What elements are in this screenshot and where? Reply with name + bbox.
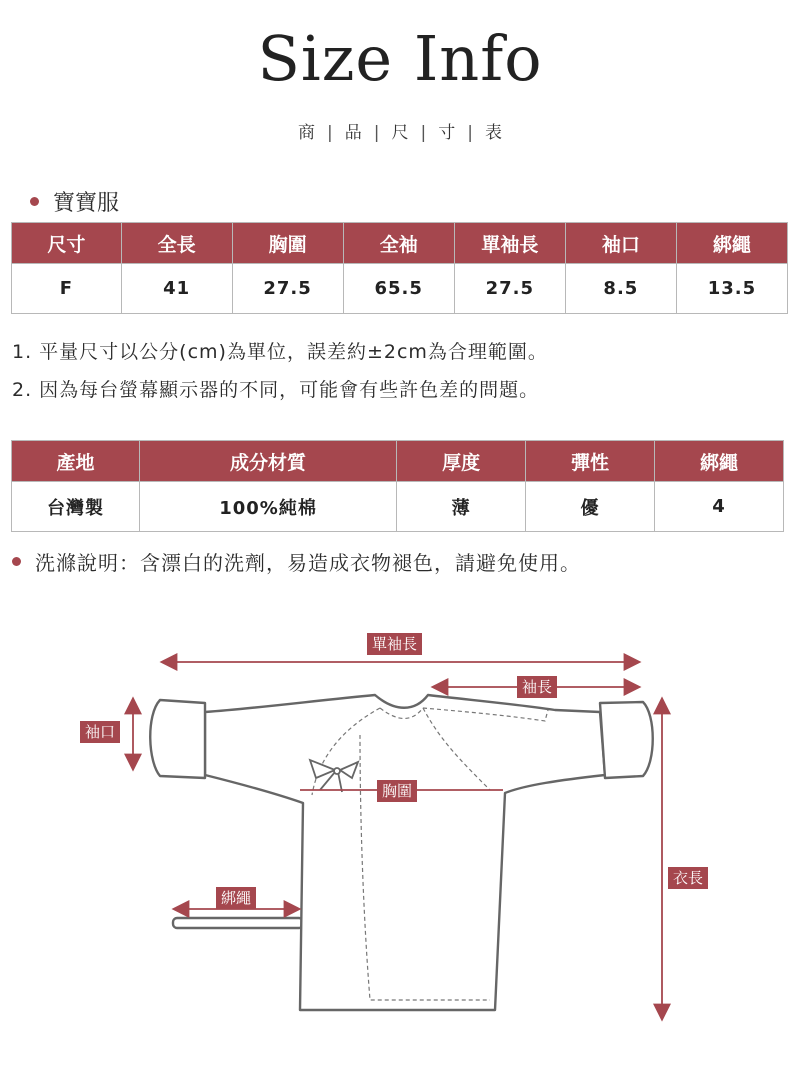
subtitle-char: 品 [344,123,362,143]
subtitle-char: 商 [298,123,316,143]
subtitle-separator: | [467,123,473,143]
bullet-dot-icon [12,557,21,566]
size-table [11,222,788,314]
size-cell: 13.5 [676,264,787,314]
size-cell: 8.5 [565,264,676,314]
size-cell: 27.5 [454,264,565,314]
size-header-cell: 全長 [121,223,232,264]
wash-note-text: 洗滌說明：含漂白的洗劑，易造成衣物褪色，請避免使用。 [35,551,581,575]
material-header-cell: 綁繩 [655,441,784,482]
garment-diagram [0,600,800,1079]
size-cell: F [12,264,122,314]
garment-sketch-icon [0,600,800,1079]
wash-instructions [12,547,581,576]
subtitle-separator: | [420,123,427,143]
label-sleeve: 袖長 [517,676,557,698]
size-header-cell: 綁繩 [676,223,787,264]
material-cell: 100%純棉 [139,482,396,532]
size-header-cell: 單袖長 [454,223,565,264]
note-measurement: 1. 平量尺寸以公分(cm)為單位，誤差約±2cm為合理範圍。 [12,341,548,363]
size-table-header-row [12,223,788,264]
table-row [12,482,784,532]
size-cell: 41 [121,264,232,314]
material-cell: 薄 [397,482,526,532]
size-header-cell: 袖口 [565,223,676,264]
label-cuff: 袖口 [80,721,120,743]
subtitle-char: 表 [484,123,502,143]
label-chest: 胸圍 [377,780,417,802]
subtitle-separator: | [327,123,333,143]
label-single-sleeve: 單袖長 [367,633,422,655]
material-header-cell: 彈性 [526,441,655,482]
page-title: Size Info [257,22,543,95]
page-subtitle [0,118,800,143]
subtitle-char: 尺 [391,123,409,143]
table-row [12,264,788,314]
material-cell: 4 [655,482,784,532]
note-color: 2. 因為每台螢幕顯示器的不同，可能會有些許色差的問題。 [12,379,540,401]
subtitle-char: 寸 [438,123,456,143]
product-heading [30,186,119,217]
size-cell: 65.5 [343,264,454,314]
product-name: 寶寶服 [53,191,120,216]
material-header-cell: 成分材質 [139,441,396,482]
subtitle-separator: | [373,123,380,143]
material-table [11,440,784,532]
label-tie: 綁繩 [216,887,256,909]
material-header-cell: 產地 [12,441,140,482]
material-cell: 台灣製 [12,482,140,532]
size-header-cell: 全袖 [343,223,454,264]
label-length: 衣長 [668,867,708,889]
bullet-dot-icon [30,197,39,206]
size-cell: 27.5 [232,264,343,314]
material-header-cell: 厚度 [397,441,526,482]
size-header-cell: 尺寸 [12,223,122,264]
material-cell: 優 [526,482,655,532]
material-table-header-row [12,441,784,482]
size-header-cell: 胸圍 [232,223,343,264]
